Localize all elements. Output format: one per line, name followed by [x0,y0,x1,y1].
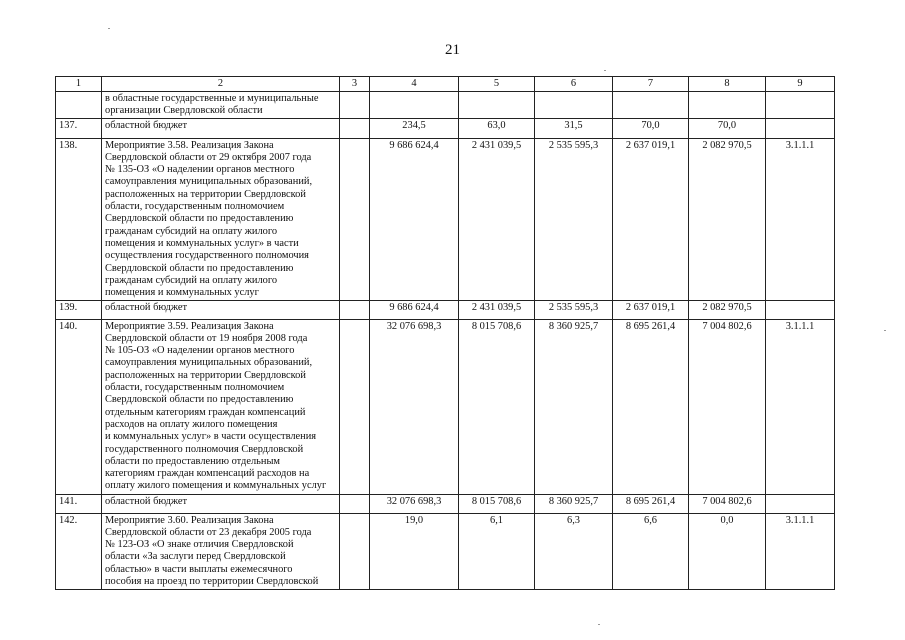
scan-speck [604,70,606,71]
row-number: 141. [56,494,102,513]
row-number: 137. [56,118,102,138]
cell-col8: 7 004 802,6 [689,494,766,513]
table-row [56,138,835,300]
table-row [56,118,835,138]
header-cell: 6 [535,77,613,92]
table-row [56,494,835,513]
cell-col5 [459,92,535,119]
cell-col6: 8 360 925,7 [535,494,613,513]
program-table [55,76,835,590]
cell-col5: 63,0 [459,118,535,138]
row-number [56,92,102,119]
cell-col5: 8 015 708,6 [459,494,535,513]
cell-col9: 3.1.1.1 [766,513,835,589]
header-cell: 2 [102,77,340,92]
cell-col7: 8 695 261,4 [613,319,689,494]
header-cell: 3 [340,77,370,92]
cell-col6: 8 360 925,7 [535,319,613,494]
cell-col4: 32 076 698,3 [370,494,459,513]
cell-col9: 3.1.1.1 [766,319,835,494]
header-cell: 8 [689,77,766,92]
cell-col7: 2 637 019,1 [613,300,689,319]
header-row [56,77,835,92]
cell-col3 [340,118,370,138]
cell-col8: 70,0 [689,118,766,138]
cell-col8: 7 004 802,6 [689,319,766,494]
cell-col4: 9 686 624,4 [370,300,459,319]
cell-col8: 2 082 970,5 [689,300,766,319]
cell-col6: 31,5 [535,118,613,138]
cell-col9 [766,300,835,319]
header-cell: 7 [613,77,689,92]
cell-col3 [340,319,370,494]
table-row [56,92,835,119]
cell-col5: 8 015 708,6 [459,319,535,494]
page-number: 21 [445,42,460,58]
cell-col9: 3.1.1.1 [766,138,835,300]
row-description: областной бюджет [102,300,340,319]
table-row [56,513,835,589]
cell-col3 [340,513,370,589]
header-cell: 5 [459,77,535,92]
cell-col9 [766,118,835,138]
row-description: Мероприятие 3.58. Реализация Закона Свердловской области от 29 октября 2007 года № 135-ОЗ «О наделении органов местного самоуправления муниципальных образований, расположенных на территории Свердловской области, государственным полномочием Свердловской области по предоставлению гражданам субсидий на оплату жилого помещения и коммунальных услуг» в части осуществления государственного полномочия Свердловской области по предоставлению гражданам субсидий на оплату жилого помещения и коммунальных услуг [102,138,340,300]
row-description: Мероприятие 3.59. Реализация Закона Свердловской области от 19 ноября 2008 года № 105-ОЗ «О наделении органов местного самоуправления муниципальных образований, расположенных на территории Свердловской области, государственным полномочием Свердловской области по предоставлению отдельным категориям граждан компенсаций расходов на оплату жилого помещения и коммунальных услуг» в части осуществления государственного полномочия Свердловской области по предоставлению отдельным категориям граждан компенсаций расходов на оплату жилого помещения и коммунальных услуг [102,319,340,494]
scan-speck [884,330,886,331]
cell-col6 [535,92,613,119]
header-cell: 1 [56,77,102,92]
row-description: в областные государственные и муниципальные организации Свердловской области [102,92,340,119]
cell-col6: 2 535 595,3 [535,138,613,300]
cell-col6: 6,3 [535,513,613,589]
cell-col4 [370,92,459,119]
cell-col3 [340,300,370,319]
row-description: Мероприятие 3.60. Реализация Закона Свердловской области от 23 декабря 2005 года № 123-ОЗ «О знаке отличия Свердловской области «За заслуги перед Свердловской областью» в части выплаты ежемесячного пособия на проезд по территории Свердловской [102,513,340,589]
cell-col5: 2 431 039,5 [459,138,535,300]
cell-col3 [340,494,370,513]
cell-col7: 70,0 [613,118,689,138]
cell-col5: 2 431 039,5 [459,300,535,319]
cell-col9 [766,494,835,513]
cell-col4: 32 076 698,3 [370,319,459,494]
cell-col8 [689,92,766,119]
cell-col8: 0,0 [689,513,766,589]
header-cell: 4 [370,77,459,92]
scan-speck [108,28,110,29]
cell-col3 [340,138,370,300]
cell-col8: 2 082 970,5 [689,138,766,300]
row-number: 138. [56,138,102,300]
row-number: 139. [56,300,102,319]
row-number: 142. [56,513,102,589]
header-cell: 9 [766,77,835,92]
cell-col9 [766,92,835,119]
scan-speck [598,624,600,625]
cell-col4: 9 686 624,4 [370,138,459,300]
cell-col5: 6,1 [459,513,535,589]
row-description: областной бюджет [102,118,340,138]
cell-col4: 19,0 [370,513,459,589]
cell-col3 [340,92,370,119]
cell-col7: 2 637 019,1 [613,138,689,300]
cell-col7: 8 695 261,4 [613,494,689,513]
cell-col7 [613,92,689,119]
cell-col4: 234,5 [370,118,459,138]
row-description: областной бюджет [102,494,340,513]
cell-col7: 6,6 [613,513,689,589]
row-number: 140. [56,319,102,494]
table-row [56,300,835,319]
table-row [56,319,835,494]
cell-col6: 2 535 595,3 [535,300,613,319]
